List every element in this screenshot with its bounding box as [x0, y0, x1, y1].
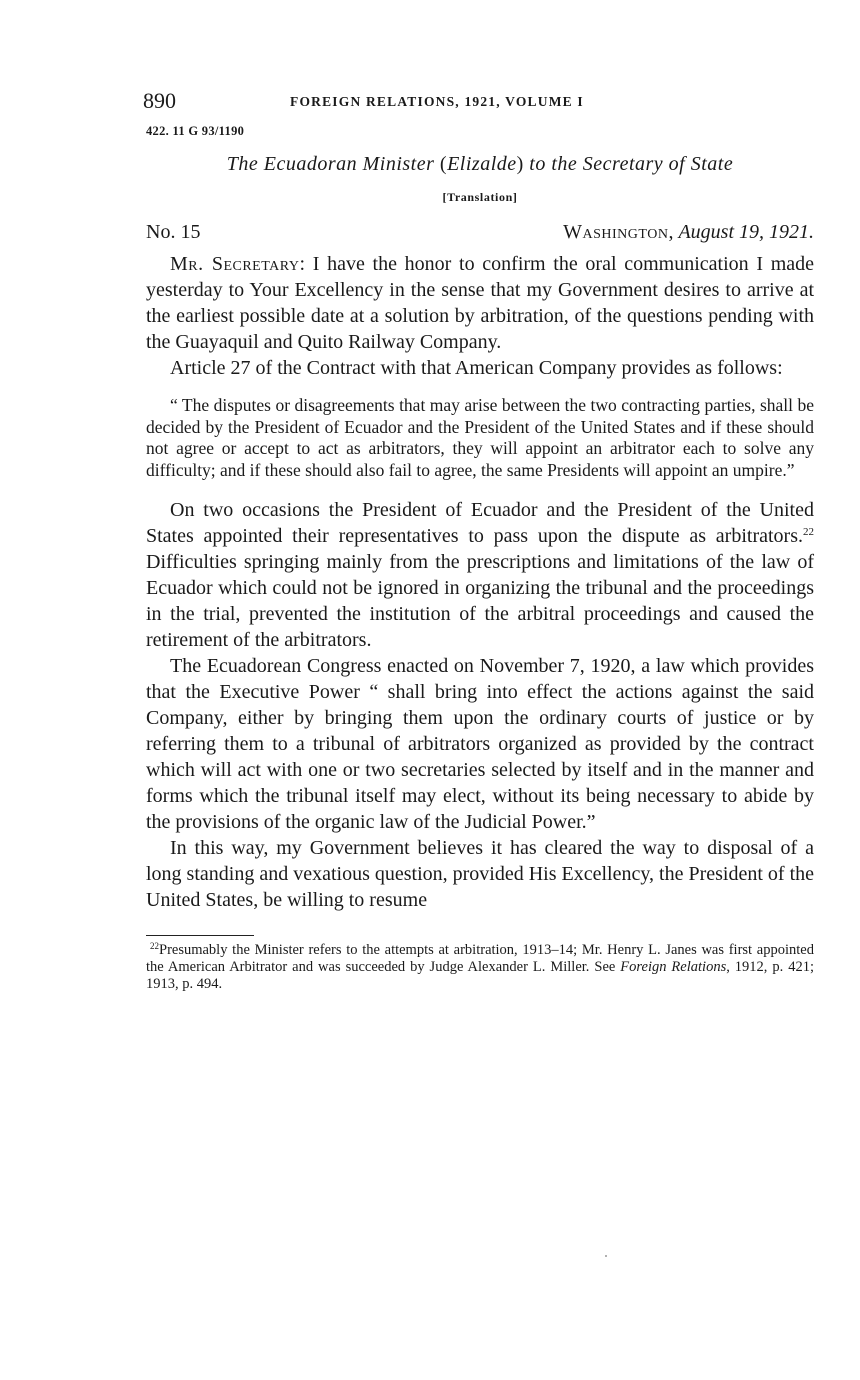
footnote-reference[interactable]: 22 [803, 526, 814, 538]
quote-text: “ The disputes or disagreements that may arise between the two contracting parties, shall be decided by the President of Ecuador and the President of the United States and if these should not agree or accept to act as arbitrators, they will appoint an arbitrator each to solve any difficulty; and if these should also fail to agree, the same Presidents will appoint an umpire.” [146, 395, 814, 480]
title-paren-open: ( [439, 153, 448, 175]
document-title [146, 153, 814, 176]
footnote-citation-title: Foreign Relations [620, 959, 727, 975]
date: August 19, 1921. [678, 221, 814, 243]
paragraph-1 [146, 251, 814, 355]
title-name: Elizalde [447, 153, 517, 175]
paragraph-5: In this way, my Government believes it has cleared the way to disposal of a long standing and vexatious question, provided His Excellency, the President of the United States, be willing to resume [146, 837, 815, 911]
title-paren-close: ) [516, 153, 524, 175]
footnote-text-a: Presumably the Minister refers to the attempts at arbitration, 1913–14; Mr. Henry L. Janes was first appointed the American Arbitrator and was succeeded by Judge Alexander L. Miller. See [146, 942, 814, 975]
document-page [143, 84, 815, 993]
footnote-divider [146, 935, 254, 936]
translation-note: [Translation] [442, 190, 518, 204]
paragraph-3-text-b: Difficulties springing mainly from the prescriptions and limitations of the law of Ecuador which could not be ignored in organizing the tribunal and the proceedings in the trial, prevented the institution of the arbitral proceedings and caused the retirement of the arbitrators. [146, 551, 814, 651]
paragraph-3-text-a: On two occasions the President of Ecuador and the President of the United States appointed their representatives to pass upon the dispute as arbitrators. [146, 499, 814, 547]
dateline [146, 221, 814, 251]
quoted-article [146, 395, 814, 481]
paragraph-2: Article 27 of the Contract with that American Company provides as follows: [170, 357, 783, 379]
place-and-date: Washington, August 19, 1921. [563, 221, 814, 243]
paragraph-3 [146, 497, 814, 653]
scan-speck [605, 1255, 607, 1257]
file-reference: 422. 11 G 93/1190 [146, 124, 245, 138]
salutation: Mr. Secretary [170, 253, 300, 275]
page-header [143, 84, 814, 124]
paragraph-1-text: : I have the honor to confirm the oral communication I made yesterday to Your Excellency in the sense that my Government desires to arrive at the earliest possible date at a solution by arbitration, of the questions pending with the Guayaquil and Quito Railway Company. [146, 253, 815, 353]
title-part-2: to the Secretary of State [523, 153, 734, 175]
footnote-marker: 22 [150, 941, 159, 951]
running-head: FOREIGN RELATIONS, 1921, VOLUME I [290, 94, 584, 109]
letter-body [146, 251, 814, 913]
title-part-1: The Ecuadoran Minister [226, 153, 440, 175]
place: Washington [563, 221, 669, 243]
document-number: No. 15 [146, 221, 201, 243]
footnote [146, 942, 814, 993]
paragraph-4: The Ecuadorean Congress enacted on November 7, 1920, a law which provides that the Executive Power “ shall bring into effect the actions against the said Company, either by bringing them upon the ordinary courts of justice or by referring them to a tribunal of arbitrators organized as provided by the contract which will act with one or two secretaries selected by itself and in the manner and forms which the tribunal itself may elect, without its being necessary to abide by the provisions of the organic law of the Judicial Power.” [146, 655, 814, 833]
footnote-text-b: , 1912, p. 421; 1913, p. 494. [146, 959, 815, 992]
page-number: 890 [143, 88, 176, 113]
